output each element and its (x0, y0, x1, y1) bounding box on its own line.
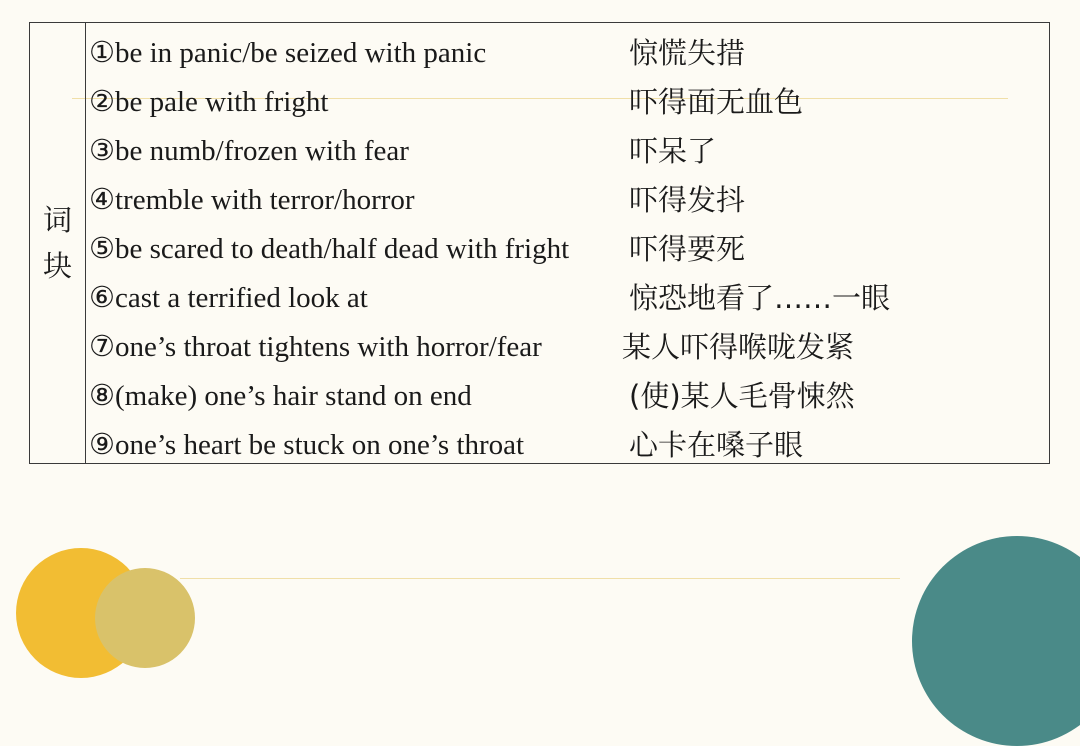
phrase-chinese: 吓得发抖 (629, 183, 746, 217)
phrase-chinese: 心卡在嗓子眼 (629, 428, 804, 462)
phrase-english: ⑧(make) one’s hair stand on end (89, 380, 472, 412)
phrase-chinese: 吓得要死 (629, 232, 746, 266)
phrase-row (86, 325, 1049, 374)
phrase-row (86, 423, 1049, 472)
phrase-row (86, 80, 1049, 129)
phrase-rows (86, 31, 1049, 472)
side-label-cell (30, 23, 86, 463)
phrase-row (86, 31, 1049, 80)
phrase-chinese: 惊慌失措 (629, 36, 746, 70)
phrase-row (86, 129, 1049, 178)
decorative-tan-circle (95, 568, 195, 668)
phrase-row (86, 178, 1049, 227)
decorative-guide-line-bottom (180, 578, 900, 579)
phrase-english: ⑨one’s heart be stuck on one’s throat (89, 429, 525, 461)
phrase-row (86, 374, 1049, 423)
phrase-english: ⑥cast a terrified look at (89, 282, 368, 314)
side-label-char-1: 词 (42, 203, 72, 237)
phrase-english: ⑤be scared to death/half dead with fright (89, 233, 570, 265)
phrase-row (86, 227, 1049, 276)
phrase-row (86, 276, 1049, 325)
side-label-char-2: 块 (42, 249, 72, 283)
phrase-chinese: 某人吓得喉咙发紧 (622, 330, 855, 364)
phrase-chinese: 吓得面无血色 (629, 85, 804, 119)
phrase-english: ⑦one’s throat tightens with horror/fear (89, 331, 542, 363)
phrase-english: ①be in panic/be seized with panic (89, 37, 487, 69)
phrase-chinese: 吓呆了 (629, 134, 717, 168)
phrase-chinese: (使)某人毛骨悚然 (629, 379, 855, 413)
phrase-english: ③be numb/frozen with fear (89, 135, 409, 167)
decorative-teal-circle (912, 536, 1080, 746)
vocabulary-table (29, 22, 1050, 464)
phrase-english: ④tremble with terror/horror (89, 184, 415, 216)
phrase-english: ②be pale with fright (89, 86, 329, 118)
phrase-chinese: 惊恐地看了……一眼 (629, 281, 891, 315)
